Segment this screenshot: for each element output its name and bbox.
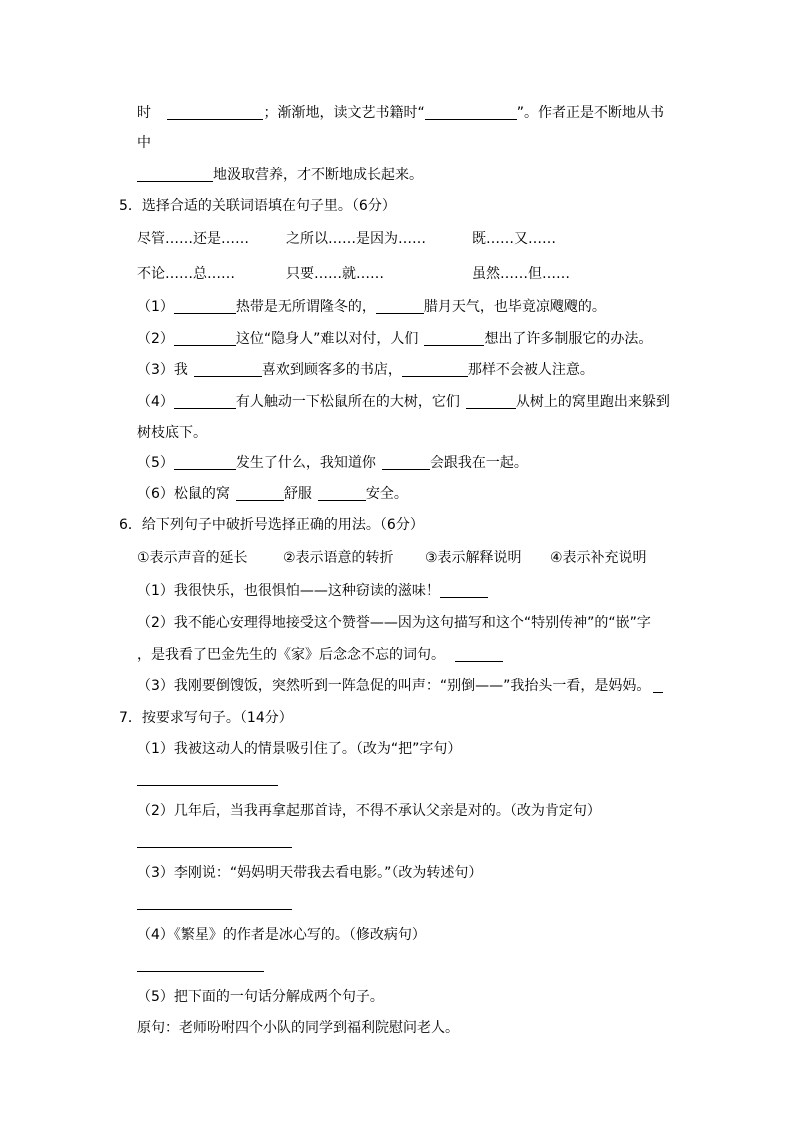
q5-sentence-4-cont: 树枝底下。 — [137, 425, 207, 441]
q5-sentence-3: （3）我 喜欢到顾客多的书店， 那样不会被人注意。 — [137, 362, 594, 378]
answer-blank[interactable] — [440, 583, 488, 598]
answer-blank[interactable] — [318, 486, 366, 501]
q7-item-3: （3）李刚说：“妈妈明天带我去看电影。”（改为转述句） — [137, 865, 483, 881]
q7-item-4: （4）《繁星》的作者是冰心写的。（修改病句） — [137, 927, 426, 943]
answer-blank[interactable] — [653, 678, 663, 693]
q6-sentence-1: （1）我很快乐，也很惧怕——这种窃读的滋味！ — [137, 581, 488, 601]
q7-item-5: （5）把下面的一句话分解成两个句子。 — [137, 989, 384, 1005]
q5-title: 5．选择合适的关联词语填在句子里。（6分） — [119, 198, 396, 214]
q6-sentence-2-cont: ，是我看了巴金先生的《家》后念念不忘的词句。 — [137, 645, 503, 665]
q5-option-5: 只要……就…… — [286, 266, 384, 282]
answer-blank[interactable] — [194, 362, 262, 377]
answer-blank[interactable] — [167, 105, 263, 120]
answer-blank[interactable] — [382, 455, 430, 470]
q5-sentence-1: （1） 热带是无所谓隆冬的， 腊月天气，也毕竟凉飕飕的。 — [137, 299, 606, 315]
q5-sentence-2: （2） 这位“隐身人”难以对付，人们 想出了许多制服它的办法。 — [137, 331, 653, 347]
answer-blank[interactable] — [174, 299, 236, 314]
q4-line-1 — [137, 103, 664, 123]
q4-line-2: 中 — [137, 135, 151, 151]
answer-blank[interactable] — [174, 331, 236, 346]
answer-line[interactable] — [137, 847, 292, 848]
q6-option-2: ②表示语意的转折 — [283, 550, 394, 566]
q5-option-3: 既……又…… — [472, 231, 556, 247]
q5-sentence-6: （6）松鼠的窝 舒服 安全。 — [137, 486, 408, 502]
answer-blank[interactable] — [424, 331, 484, 346]
answer-blank[interactable] — [466, 394, 516, 409]
answer-blank[interactable] — [376, 299, 424, 314]
answer-blank[interactable] — [425, 105, 517, 120]
q4-line-3 — [137, 165, 423, 185]
answer-blank[interactable] — [174, 394, 236, 409]
q6-title: 6．给下列句子中破折号选择正确的用法。（6分） — [119, 517, 424, 533]
answer-blank[interactable] — [402, 362, 468, 377]
q5-option-1: 尽管……还是…… — [137, 231, 249, 247]
q6-option-3: ③表示解释说明 — [425, 550, 522, 566]
q5-sentence-5: （5） 发生了什么，我知道你 会跟我在一起。 — [137, 455, 528, 471]
answer-blank[interactable] — [137, 167, 213, 182]
q4-text: 时 — [137, 105, 151, 121]
q7-original-sentence: 原句：老师吩咐四个小队的同学到福利院慰问老人。 — [137, 1020, 459, 1036]
q7-item-2: （2）几年后，当我再拿起那首诗，不得不承认父亲是对的。（改为肯定句） — [137, 803, 601, 819]
q5-option-6: 虽然……但…… — [472, 266, 570, 282]
q4-text: ；渐渐地，读文艺书籍时“ — [263, 105, 425, 121]
q5-option-2: 之所以……是因为…… — [286, 231, 426, 247]
answer-blank[interactable] — [236, 486, 284, 501]
q6-option-4: ④表示补充说明 — [550, 550, 647, 566]
q7-title: 7．按要求写句子。（14分） — [119, 710, 293, 726]
answer-blank[interactable] — [455, 647, 503, 662]
q4-text: ”。作者正是不断地从书 — [516, 105, 664, 121]
q7-item-1: （1）我被这动人的情景吸引住了。（改为“把”字句） — [137, 741, 462, 757]
answer-line[interactable] — [137, 909, 292, 910]
q6-sentence-2: （2）我不能心安理得地接受这个赞誉——因为这句描写和这个“特别传神”的“嵌”字 — [137, 615, 651, 631]
q5-option-4: 不论……总…… — [137, 266, 235, 282]
answer-line[interactable] — [137, 785, 278, 786]
q4-text: 地汲取营养，才不断地成长起来。 — [213, 167, 423, 183]
q5-sentence-4: （4） 有人触动一下松鼠所在的大树，它们 从树上的窝里跑出来躲到 — [137, 394, 670, 410]
q6-option-1: ①表示声音的延长 — [137, 550, 248, 566]
q6-sentence-3: （3）我刚要倒馊饭，突然听到一阵急促的叫声：“别倒——”我抬头一看，是妈妈。 — [137, 676, 663, 696]
answer-blank[interactable] — [174, 455, 236, 470]
answer-line[interactable] — [137, 971, 264, 972]
